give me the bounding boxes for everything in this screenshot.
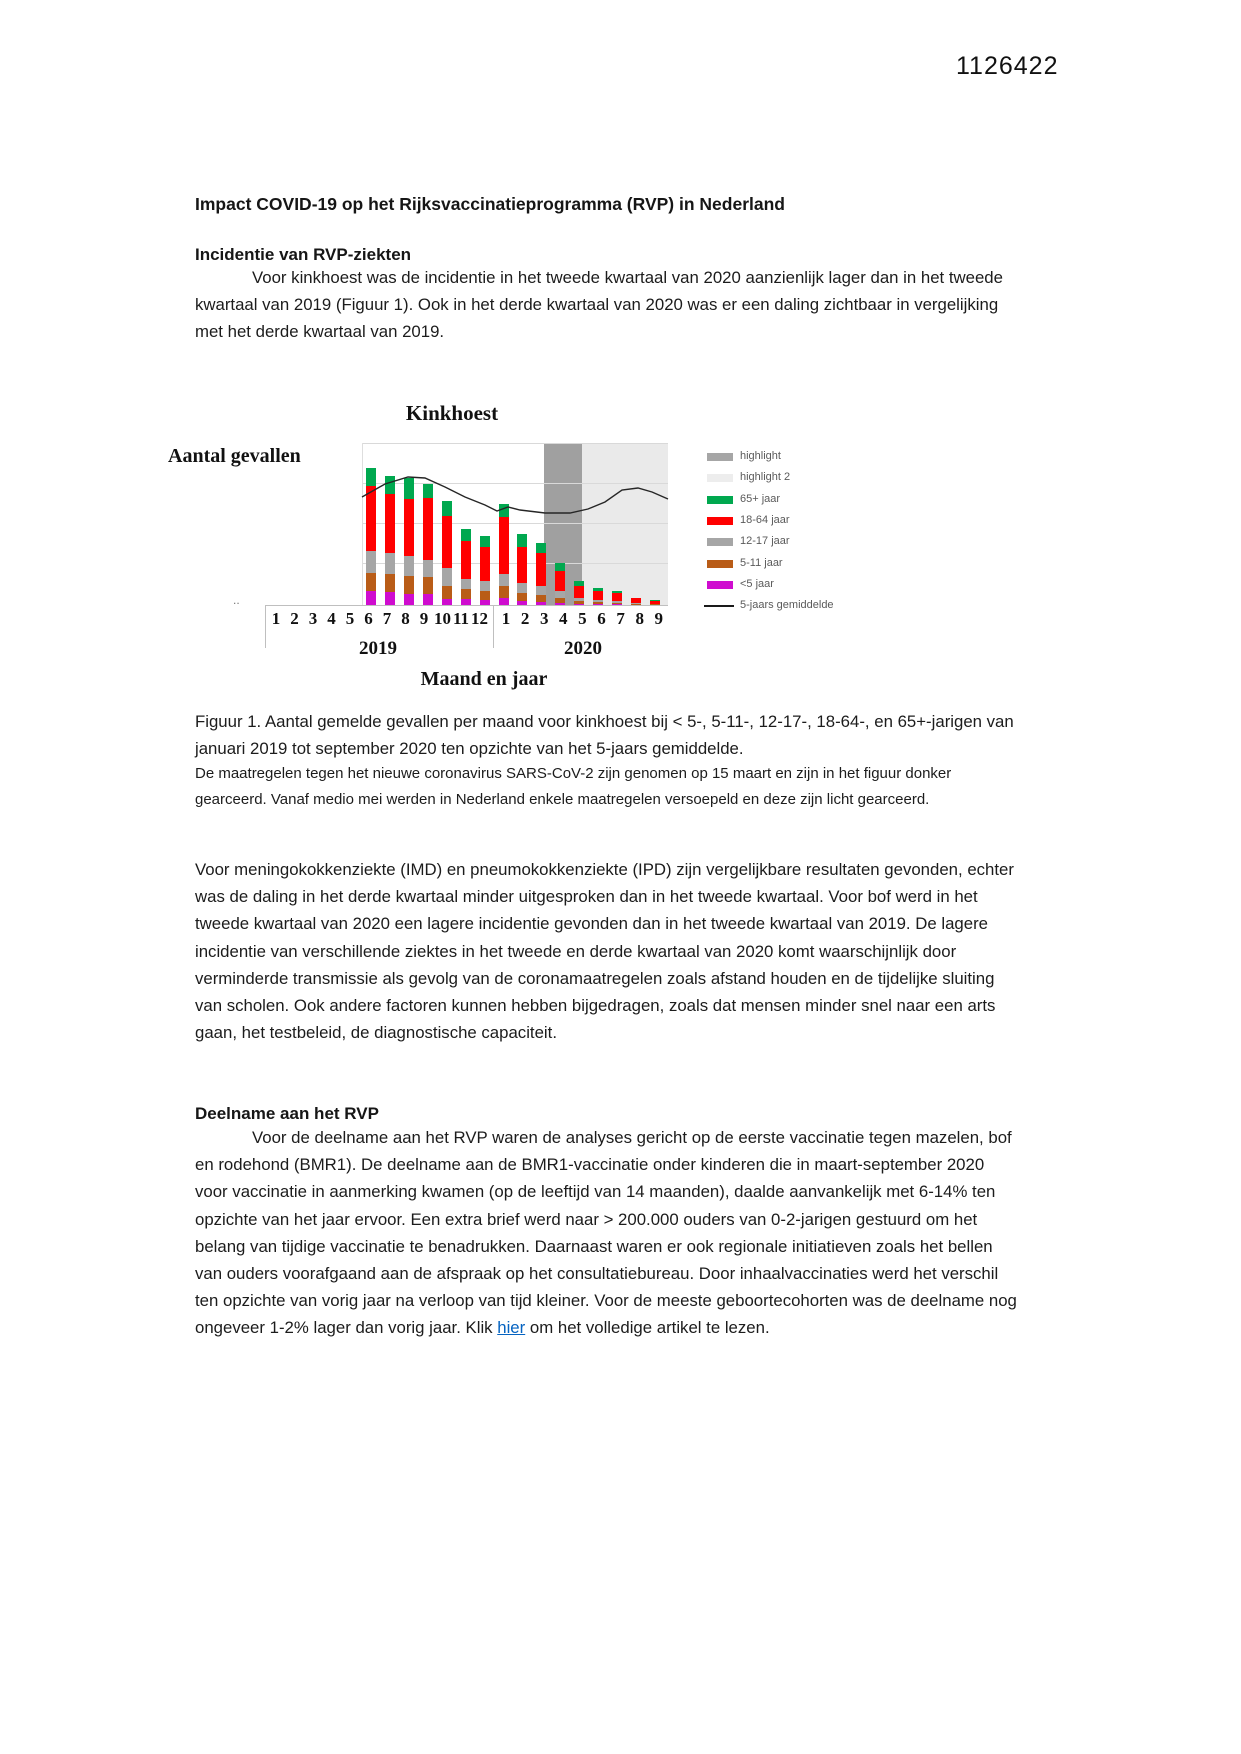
bar-segment-65+-jaar xyxy=(650,600,660,601)
bar-segment-18-64-jaar xyxy=(517,547,527,583)
x-axis-label: Maand en jaar xyxy=(420,668,548,690)
bar-segment-12-17-jaar xyxy=(461,579,471,589)
x-tick-2020-6: 6 xyxy=(597,609,606,628)
bar-segment-18-64-jaar xyxy=(366,486,376,551)
bar-segment-12-17-jaar xyxy=(631,603,641,604)
bar-segment--5-jaar xyxy=(499,598,509,605)
bar-segment-65+-jaar xyxy=(423,484,433,498)
page-title: Impact COVID-19 op het Rijksvaccinatieprogramma (RVP) in Nederland xyxy=(195,194,785,214)
bar-segment-65+-jaar xyxy=(612,591,622,593)
legend-swatch-line xyxy=(704,605,734,607)
bar-segment-5-11-jaar xyxy=(461,589,471,599)
x-tick-2020-5: 5 xyxy=(578,609,587,628)
bar-segment-5-11-jaar xyxy=(442,586,452,599)
x-tick-2019-11: 11 xyxy=(452,609,470,628)
bar-segment-5-11-jaar xyxy=(593,602,603,604)
x-tick-2019-6: 6 xyxy=(364,609,373,628)
chart-title: Kinkhoest xyxy=(405,401,499,425)
bar-segment-18-64-jaar xyxy=(555,571,565,591)
bar-segment-12-17-jaar xyxy=(536,586,546,595)
bar-segment-18-64-jaar xyxy=(461,541,471,579)
bar-segment-5-11-jaar xyxy=(574,601,584,604)
figure-note: De maatregelen tegen het nieuwe coronavirus SARS-CoV-2 zijn genomen op 15 maart en zijn in het figuur donker gearceerd. Vanaf medio mei werden in Nederland enkele maatregelen versoepeld en deze zijn licht gearceerd. xyxy=(195,765,952,808)
x-tick-2020-2: 2 xyxy=(520,609,530,628)
hier-link[interactable]: hier xyxy=(497,1318,526,1338)
legend-swatch-12-17-jaar xyxy=(707,538,733,546)
legend-label-65+-jaar: 65+ jaar xyxy=(740,492,781,505)
bar-segment-12-17-jaar xyxy=(612,601,622,603)
paragraph-deelname xyxy=(195,1124,1021,1342)
x-tick-2019-10: 10 xyxy=(434,609,451,628)
section-heading-incidentie: Incidentie van RVP-ziekten xyxy=(195,245,412,264)
plot-gridline xyxy=(362,443,668,444)
bar-segment-12-17-jaar xyxy=(574,598,584,601)
legend-label-5-11-jaar: 5-11 jaar xyxy=(740,556,783,569)
bar-segment-12-17-jaar xyxy=(499,574,509,586)
bar-segment-18-64-jaar xyxy=(536,553,546,586)
section-heading-deelname: Deelname aan het RVP xyxy=(195,1104,379,1123)
legend-swatch-highlight xyxy=(707,453,733,461)
x-tick-2019-4: 4 xyxy=(327,609,336,628)
deelname-text-after-link: om het volledige artikel te lezen. xyxy=(525,1318,770,1338)
figure-caption: Figuur 1. Aantal gemelde gevallen per maand voor kinkhoest bij < 5-, 5-11-, 12-17-, 18-64-, en 65+-jarigen van januari 2019 tot september 2020 ten opzichte van het 5-jaars gemiddelde. xyxy=(195,712,1014,758)
bar-segment-65+-jaar xyxy=(574,581,584,586)
bar-segment--5-jaar xyxy=(404,594,414,605)
bar-segment-65+-jaar xyxy=(593,588,603,591)
bar-segment-65+-jaar xyxy=(480,536,490,547)
bar-segment-12-17-jaar xyxy=(442,568,452,586)
bar-segment-5-11-jaar xyxy=(366,573,376,591)
bar-segment-65+-jaar xyxy=(517,534,527,547)
bar-segment-18-64-jaar xyxy=(612,593,622,601)
bar-segment-5-11-jaar xyxy=(385,574,395,592)
bar-segment-65+-jaar xyxy=(536,543,546,553)
x-tick-2019-3: 3 xyxy=(308,609,318,628)
x-tick-2019-12: 12 xyxy=(471,609,488,628)
legend-label-highlight: highlight xyxy=(740,450,781,462)
bar-segment-5-11-jaar xyxy=(480,591,490,600)
band-highlight-2 xyxy=(582,443,668,605)
bar-segment--5-jaar xyxy=(385,592,395,605)
legend-label-12-17-jaar: 12-17 jaar xyxy=(740,535,790,548)
bar-segment-12-17-jaar xyxy=(480,581,490,591)
bar-segment-12-17-jaar xyxy=(366,551,376,573)
legend-label-5-jaars-gemiddelde: 5-jaars gemiddelde xyxy=(740,599,834,612)
bar-segment-18-64-jaar xyxy=(574,586,584,598)
bar-segment-12-17-jaar xyxy=(404,556,414,576)
bar-segment-12-17-jaar xyxy=(517,583,527,593)
bar-segment-18-64-jaar xyxy=(442,516,452,568)
x-tick-2020-8: 8 xyxy=(635,609,644,628)
bar-segment-12-17-jaar xyxy=(555,591,565,598)
bar-segment-18-64-jaar xyxy=(593,591,603,600)
legend-label--5-jaar: <5 jaar xyxy=(740,577,774,590)
bar-segment-65+-jaar xyxy=(442,501,452,516)
bar-segment--5-jaar xyxy=(423,594,433,605)
figure-1-chart xyxy=(140,375,900,710)
legend-swatch-highlight-2 xyxy=(707,474,733,482)
y-axis-label: Aantal gevallen xyxy=(168,445,301,467)
bar-segment-5-11-jaar xyxy=(423,577,433,594)
doc-number: 1126422 xyxy=(956,52,1059,80)
x-tick-2019-1: 1 xyxy=(271,609,281,628)
bar-segment-18-64-jaar xyxy=(650,601,660,604)
bar-segment-12-17-jaar xyxy=(423,560,433,577)
bar-segment-65+-jaar xyxy=(404,478,414,499)
x-tick-2019-8: 8 xyxy=(401,609,410,628)
bar-segment-5-11-jaar xyxy=(555,598,565,603)
year-label-2020: 2020 xyxy=(564,638,602,659)
bar-segment-5-11-jaar xyxy=(612,603,622,604)
bar-segment-5-11-jaar xyxy=(517,593,527,601)
plot-left-edge xyxy=(362,443,363,605)
bar-segment-18-64-jaar xyxy=(631,598,641,603)
deelname-text-before-link: Voor de deelname aan het RVP waren de analyses gericht op de eerste vaccinatie tegen mazelen, bof en rodehond (BMR1). De deelname aan de BMR1-vaccinatie onder kinderen die in maart-september 2020 voor vaccinatie in aanmerking kwamen (op de leeftijd van 14 maanden), daalde aanvankelijk met 6-14% ten opzichte van het jaar ervoor. Een extra brief werd naar > 200.000 ouders van 0-2-jarigen gestuurd om het belang van tijdige vaccinatie te benadrukken. Daarnaast waren er ook regionale initiatieven zoals het bellen van ouders voorafgaand aan de afspraak op het consultatiebureau. Door inhaalvaccinaties werd het verschil ten opzichte van vorig jaar na verloop van tijd kleiner. Voor de meeste geboortecohorten was de deelname nog ongeveer 1-2% lager dan vorig jaar. Klik xyxy=(195,1128,1017,1338)
legend-swatch-65+-jaar xyxy=(707,496,733,504)
bar-segment-18-64-jaar xyxy=(423,498,433,560)
category-separator xyxy=(265,605,266,648)
x-tick-2020-7: 7 xyxy=(616,609,625,628)
bar-segment-65+-jaar xyxy=(461,529,471,541)
bar-segment--5-jaar xyxy=(366,591,376,605)
paragraph-incidentie: Voor kinkhoest was de incidentie in het tweede kwartaal van 2020 aanzienlijk lager dan in het tweede kwartaal van 2019 (Figuur 1). Ook in het derde kwartaal van 2020 was er een daling zichtbaar in vergelijking met het derde kwartaal van 2019. xyxy=(195,268,1003,342)
year-label-2019: 2019 xyxy=(359,638,397,659)
bar-segment-18-64-jaar xyxy=(385,494,395,553)
x-tick-2020-4: 4 xyxy=(559,609,568,628)
legend-swatch--5-jaar xyxy=(707,581,733,589)
category-separator xyxy=(493,605,494,648)
x-axis-baseline xyxy=(265,605,668,606)
paragraph-results: Voor meningokokkenziekte (IMD) en pneumokokkenziekte (IPD) zijn vergelijkbare resultaten gevonden, echter was de daling in het derde kwartaal minder uitgesproken dan in het tweede kwartaal. Voor bof werd in het tweede kwartaal van 2020 een lagere incidentie gevonden dan in het tweede kwartaal van 2019. De lagere incidentie van verschillende ziektes in het tweede en derde kwartaal van 2020 komt waarschijnlijk door verminderde transmissie als gevolg van de coronamaatregelen zoals afstand houden en de tijdelijke sluiting van scholen. Ook andere factoren kunnen hebben bijgedragen, zoals dat mensen minder snel naar een arts gaan, het testbeleid, de diagnostische capaciteit. xyxy=(195,860,1014,1043)
legend-label-18-64-jaar: 18-64 jaar xyxy=(740,513,790,526)
bar-segment-18-64-jaar xyxy=(404,499,414,556)
legend-swatch-18-64-jaar xyxy=(707,517,733,525)
bar-segment-5-11-jaar xyxy=(536,595,546,602)
legend-swatch-5-11-jaar xyxy=(707,560,733,568)
bar-segment-65+-jaar xyxy=(366,468,376,486)
x-tick-2019-7: 7 xyxy=(382,609,392,628)
bar-segment-12-17-jaar xyxy=(593,600,603,602)
legend-label-highlight-2: highlight 2 xyxy=(740,471,791,484)
bar-segment-18-64-jaar xyxy=(480,547,490,581)
x-tick-2019-2: 2 xyxy=(290,609,299,628)
bar-segment-5-11-jaar xyxy=(499,586,509,598)
x-tick-2020-3: 3 xyxy=(539,609,549,628)
y-axis-crop-mark: .. xyxy=(233,593,240,607)
bar-segment-65+-jaar xyxy=(385,476,395,494)
x-tick-2019-9: 9 xyxy=(419,609,429,628)
bar-segment-65+-jaar xyxy=(555,563,565,571)
bar-segment-12-17-jaar xyxy=(385,553,395,574)
bar-segment-65+-jaar xyxy=(499,504,509,517)
x-tick-2019-5: 5 xyxy=(345,609,355,628)
x-tick-2020-1: 1 xyxy=(501,609,511,628)
x-tick-2020-9: 9 xyxy=(654,609,664,628)
bar-segment-18-64-jaar xyxy=(499,517,509,574)
bar-segment-5-11-jaar xyxy=(404,576,414,594)
